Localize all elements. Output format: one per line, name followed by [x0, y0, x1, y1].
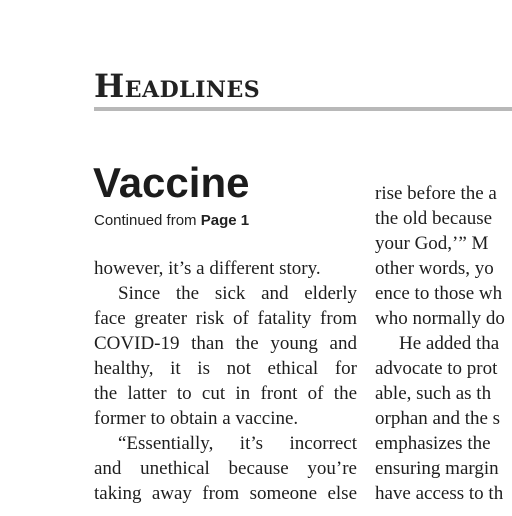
text-line: however, it’s a different story. — [94, 258, 321, 279]
section-header — [94, 66, 512, 116]
section-title: Headlines — [94, 67, 261, 105]
text-line: “Essentially, it’s incorrect — [118, 433, 357, 454]
text-line: advocate to prot — [375, 358, 498, 379]
article-column-right — [375, 181, 512, 516]
text-line: able, such as th — [375, 383, 492, 404]
text-line: ensuring margin — [375, 458, 499, 479]
text-line: emphasizes the — [375, 433, 491, 454]
text-line: ence to those wh — [375, 283, 503, 304]
text-line: orphan and the s — [375, 408, 501, 429]
article-column-left — [94, 256, 357, 516]
article-headline: Vaccine — [93, 159, 250, 206]
continued-from-line — [94, 211, 249, 231]
text-line: who normally do — [375, 308, 505, 329]
text-line: taking away from someone else — [94, 483, 357, 504]
text-line: healthy, it is not ethical for — [94, 358, 357, 379]
text-line: your God,’” M — [375, 233, 489, 254]
text-line: have access to th — [375, 483, 504, 504]
text-line: the old because — [375, 208, 493, 229]
text-line: COVID-19 than the young and — [94, 333, 357, 354]
text-line: and unethical because you’re — [94, 458, 357, 479]
section-divider — [94, 107, 512, 111]
text-line: rise before the a — [375, 183, 497, 204]
continued-page-link[interactable]: Page 1 — [200, 212, 250, 229]
text-line: the latter to cut in front of the — [94, 383, 357, 404]
continued-prefix: Continued from — [94, 212, 197, 229]
text-line: He added tha — [399, 333, 500, 354]
text-line: former to obtain a vaccine. — [94, 408, 299, 429]
text-line: face greater risk of fatality from — [94, 308, 357, 329]
text-line: other words, yo — [375, 258, 494, 279]
text-line: Since the sick and elderly — [118, 283, 357, 304]
